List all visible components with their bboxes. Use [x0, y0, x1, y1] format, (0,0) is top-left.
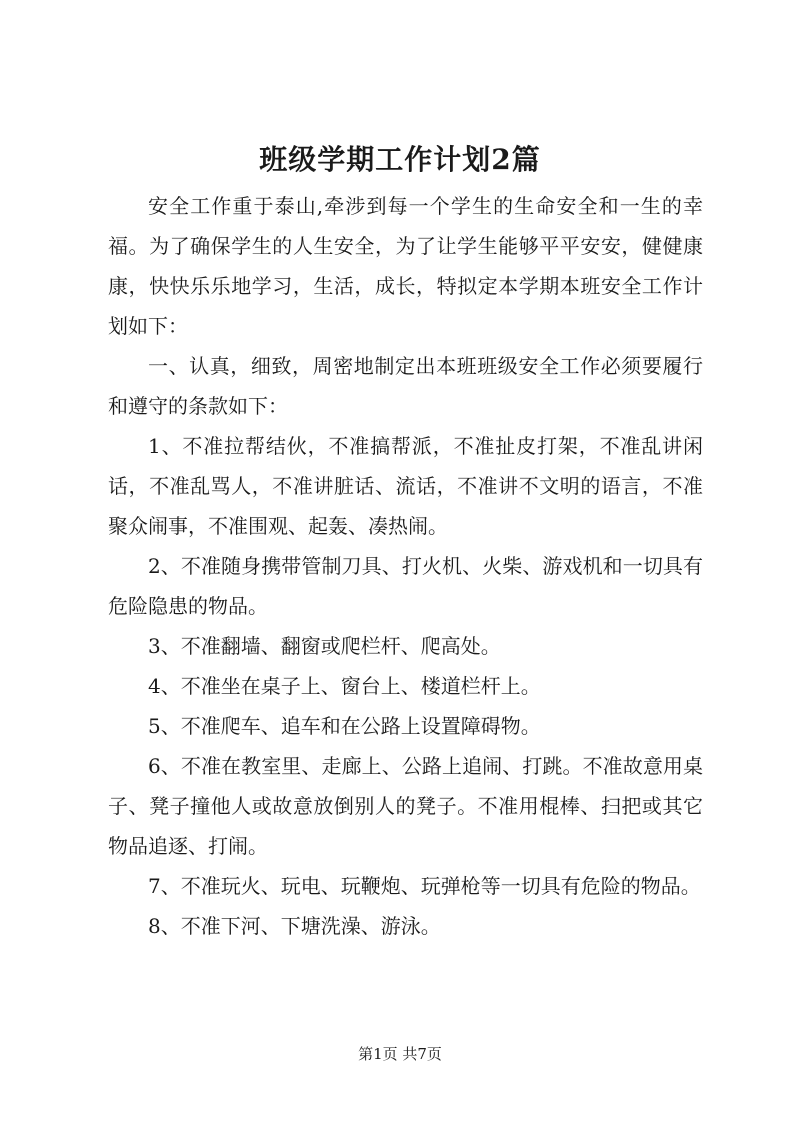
page-number-footer: 第1页 共7页	[358, 1045, 442, 1063]
paragraph-intro: 安全工作重于泰山,牵涉到每一个学生的生命安全和一生的幸福。为了确保学生的人生安全，为了让学生能够平平安安，健健康康，快快乐乐地学习，生活，成长，特拟定本学期本班安全工作计划如下：	[108, 194, 703, 338]
paragraph-rule-8: 8、不准下河、下塘洗澡、游泳。	[148, 914, 441, 938]
paragraph-rule-5: 5、不准爬车、追车和在公路上设置障碍物。	[148, 714, 541, 738]
paragraph-rule-1: 1、不准拉帮结伙，不准搞帮派，不准扯皮打架，不准乱讲闲话，不准乱骂人，不准讲脏话、流话，不准讲不文明的语言，不准聚众闹事，不准围观、起轰、凑热闹。	[108, 434, 703, 538]
paragraph-rule-7: 7、不准玩火、玩电、玩鞭炮、玩弹枪等一切具有危险的物品。	[148, 874, 701, 898]
paragraph-section-1: 一、认真，细致，周密地制定出本班班级安全工作必须要履行和遵守的条款如下：	[108, 354, 703, 418]
paragraph-rule-6: 6、不准在教室里、走廊上、公路上追闹、打跳。不准故意用桌子、凳子撞他人或故意放倒别人的凳子。不准用棍棒、扫把或其它物品追逐、打闹。	[108, 754, 703, 858]
paragraph-rule-3: 3、不准翻墙、翻窗或爬栏杆、爬高处。	[148, 634, 501, 658]
paragraph-rule-4: 4、不准坐在桌子上、窗台上、楼道栏杆上。	[148, 674, 541, 698]
document-title: 班级学期工作计划2篇	[259, 143, 541, 176]
document-body	[108, 186, 703, 946]
paragraph-rule-2: 2、不准随身携带管制刀具、打火机、火柴、游戏机和一切具有危险隐患的物品。	[108, 554, 703, 618]
